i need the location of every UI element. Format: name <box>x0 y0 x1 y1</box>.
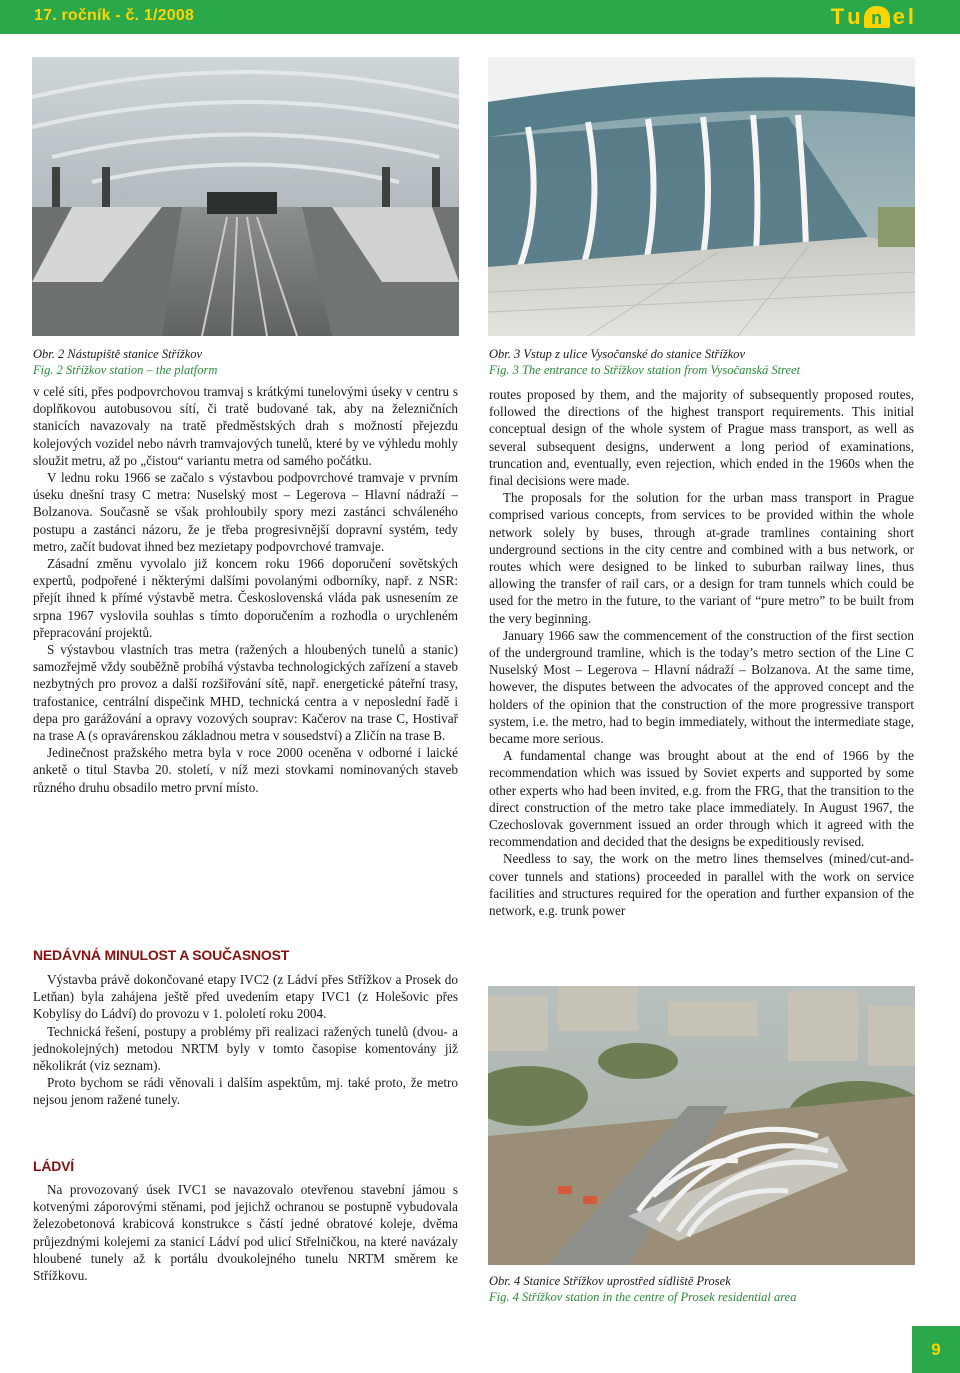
figure-2-caption-en: Fig. 2 Střížkov station – the platform <box>33 363 218 377</box>
paragraph: v celé síti, přes podpovrchovou tramvaj s krátkými tunelovými úseky v centru s doplňkovou autobusovou sítí, či tratě budované tak, aby na železničních stanicích navazovaly na tratě předměstských drah s možností přejezdu kolejových vozidel nebo návrh tramvajových tunelů, které by ve výhledu mohly sloužit metru, až po „čistou“ variantu metra od samého počátku. <box>33 384 458 468</box>
left-column-ladvi <box>33 1181 458 1284</box>
figure-3-caption-cz: Obr. 3 Vstup z ulice Vysočanské do stanice Střížkov <box>489 347 746 361</box>
figure-4-photo <box>488 986 915 1265</box>
paragraph: S výstavbou vlastních tras metra (ražených a hloubených tunelů a stanic) samozřejmě vždy souběžně probíhá výstavba technologických zařízení a staveb nezbytných pro provoz a další rozšiřování sítě, např. energetické páteřní trasy, trafostanice, centrální dispečink MHD, technická centra a v neposlední řadě i depa pro garážování a opravy vozových souprav: Kačerov na trase C, Hostivař na trase A (s opravárenskou základnou metra v sousedství) a Zličín na trase B. <box>33 642 458 744</box>
paragraph: A fundamental change was brought about at the end of 1966 by the recommendation which was issued by Soviet experts and supported by some other experts who had been invited, e.g. from the FRG, that the transition to the direct construction of the metro take place immediately. In August 1967, the Czechoslovak government issued an order through which it agreed with the recommendation and decided that the designs be expeditiously revised. <box>489 748 914 850</box>
section-heading-ladvi: LÁDVÍ <box>33 1158 75 1174</box>
aerial-illustration <box>488 986 915 1265</box>
paragraph: V lednu roku 1966 se začalo s výstavbou podpovrchové tramvaje v prvním úseku dnešní trasy C metra: Nuselský most – Legerova – Hlavní nádraží – Bolzanova. Současně se však prohloubily spory mezi zastánci schváleného postupu a zastánci názoru, že je třeba progresivnější dopravní systém, tedy metro, začít budovat ihned bez mezietapy podpovrchové tramvaje. <box>33 470 458 554</box>
paragraph: Needless to say, the work on the metro lines themselves (mined/cut-and-cover tunnels and stations) proceeded in parallel with the work on service facilities and structures required for the operation and further expansion of the network, e.g. trunk power <box>489 851 914 919</box>
logo-letter-u: u <box>847 4 861 29</box>
left-column-intro <box>33 383 458 796</box>
figure-3-photo <box>488 57 915 336</box>
right-column-text <box>489 386 914 919</box>
logo-letter-l: l <box>907 4 914 29</box>
paragraph: Zásadní změnu vyvolalo již koncem roku 1966 doporučení sovětských expertů, podpořené i některými dalšími povolanými odborníky, např. z NSR: přejít ihned k přímé výstavbě metra. Československá vláda pak usnesením ze srpna 1967 vyslovila souhlas s tímto doporučením a rozhodla o urychleném přepracování projektů. <box>33 556 458 640</box>
paragraph: Technická řešení, postupy a problémy při realizaci ražených tunelů (dvou- a jednokolejných) metodou NRTM byly v tomto časopise komentovány již několikrát (viz seznam). <box>33 1023 458 1074</box>
page-number: 9 <box>912 1326 960 1373</box>
header-bar <box>0 0 960 34</box>
paragraph: Jedinečnost pražského metra byla v roce 2000 oceněna v odborné i laické anketě o titul Stavba 20. století, v níž mezi stovkami nominovaných staveb různého druhu obsadilo metro první místo. <box>33 745 458 795</box>
logo-letter-n: n <box>871 8 883 28</box>
logo-tunnel-icon <box>864 6 890 28</box>
figure-3-caption <box>489 346 919 378</box>
figure-2-photo <box>32 57 459 336</box>
left-column-recent <box>33 971 458 1109</box>
tunel-logo <box>831 4 914 30</box>
paragraph: Proto bychom se rádi věnovali i dalším aspektům, mj. také proto, že metro nejsou jenom ražené tunely. <box>33 1075 458 1108</box>
figure-4-caption <box>489 1273 919 1305</box>
platform-illustration <box>32 57 459 336</box>
paragraph: Na provozovaný úsek IVC1 se navazovalo otevřenou stavební jámou s kotvenými záporovými stěnami, pod jejichž ochranou se postupně vybudovala železobetonová krabicová konstrukce s částí jedné obratové koleje, dvěma průjezdnými kolejemi za stanicí Ládví pod ulicí Střelničkou, na které navázaly hloubené tunely až k portálu dvoukolejného tunelu NRTM směrem ke Střížkovu. <box>33 1182 458 1284</box>
figure-4-caption-cz: Obr. 4 Stanice Střížkov uprostřed sídliště Prosek <box>489 1274 731 1288</box>
paragraph: January 1966 saw the commencement of the construction of the first section of the underground tramline, which is the today’s metro section of the Line C Nuselský Most – Legerova – Hlavní nádraží – Bolzanova. At the same time, however, the disputes between the advocates of the approved concept and the holders of the opinion that the construction of the more progressive transport system, i.e. the metro, had to begin immediately, without the intermediate stage, became more serious. <box>489 627 914 747</box>
figure-3-caption-en: Fig. 3 The entrance to Střížkov station from Vysočanská Street <box>489 363 801 377</box>
section-heading-recent: NEDÁVNÁ MINULOST A SOUČASNOST <box>33 947 290 963</box>
paragraph: The proposals for the solution for the urban mass transport in Prague comprised various concepts, from services to be provided within the whole network solely by buses, through at-grade tramlines containing short underground sections in the city centre and combined with a bus network, or routes which were designed to be linked to suburban railway lines, thus allowing the transfer of rail cars, or a design for tram tunnels which could be used for the metro in the future, to the variant of “pure metro” to be built from the very beginning. <box>489 490 914 626</box>
paragraph: routes proposed by them, and the majority of subsequently proposed routes, followed the directions of the highest transport requirements. This initial conceptual design of the whole system of Prague mass transport, as well as several subsequent designs, underwent a long period of examinations, truncation and, eventually, even rejection, which ended in the 1960s when the final decisions were made. <box>489 387 914 489</box>
entrance-illustration <box>488 57 915 336</box>
figure-4-caption-en: Fig. 4 Střížkov station in the centre of Prosek residential area <box>489 1290 797 1304</box>
logo-letter-t: T <box>830 4 845 29</box>
figure-2-caption-cz: Obr. 2 Nástupiště stanice Střížkov <box>33 347 203 361</box>
issue-label: 17. ročník - č. 1/2008 <box>34 7 195 24</box>
figure-2-caption <box>33 346 463 378</box>
logo-letter-e: e <box>892 4 905 29</box>
paragraph: Výstavba právě dokončované etapy IVC2 (z Ládví přes Střížkov a Prosek do Letňan) byla zahájena ještě před uvedením etapy IVC1 (z Holešovic přes Kobylisy do Ládví) do provozu v 1. pololetí roku 2004. <box>33 972 458 1022</box>
